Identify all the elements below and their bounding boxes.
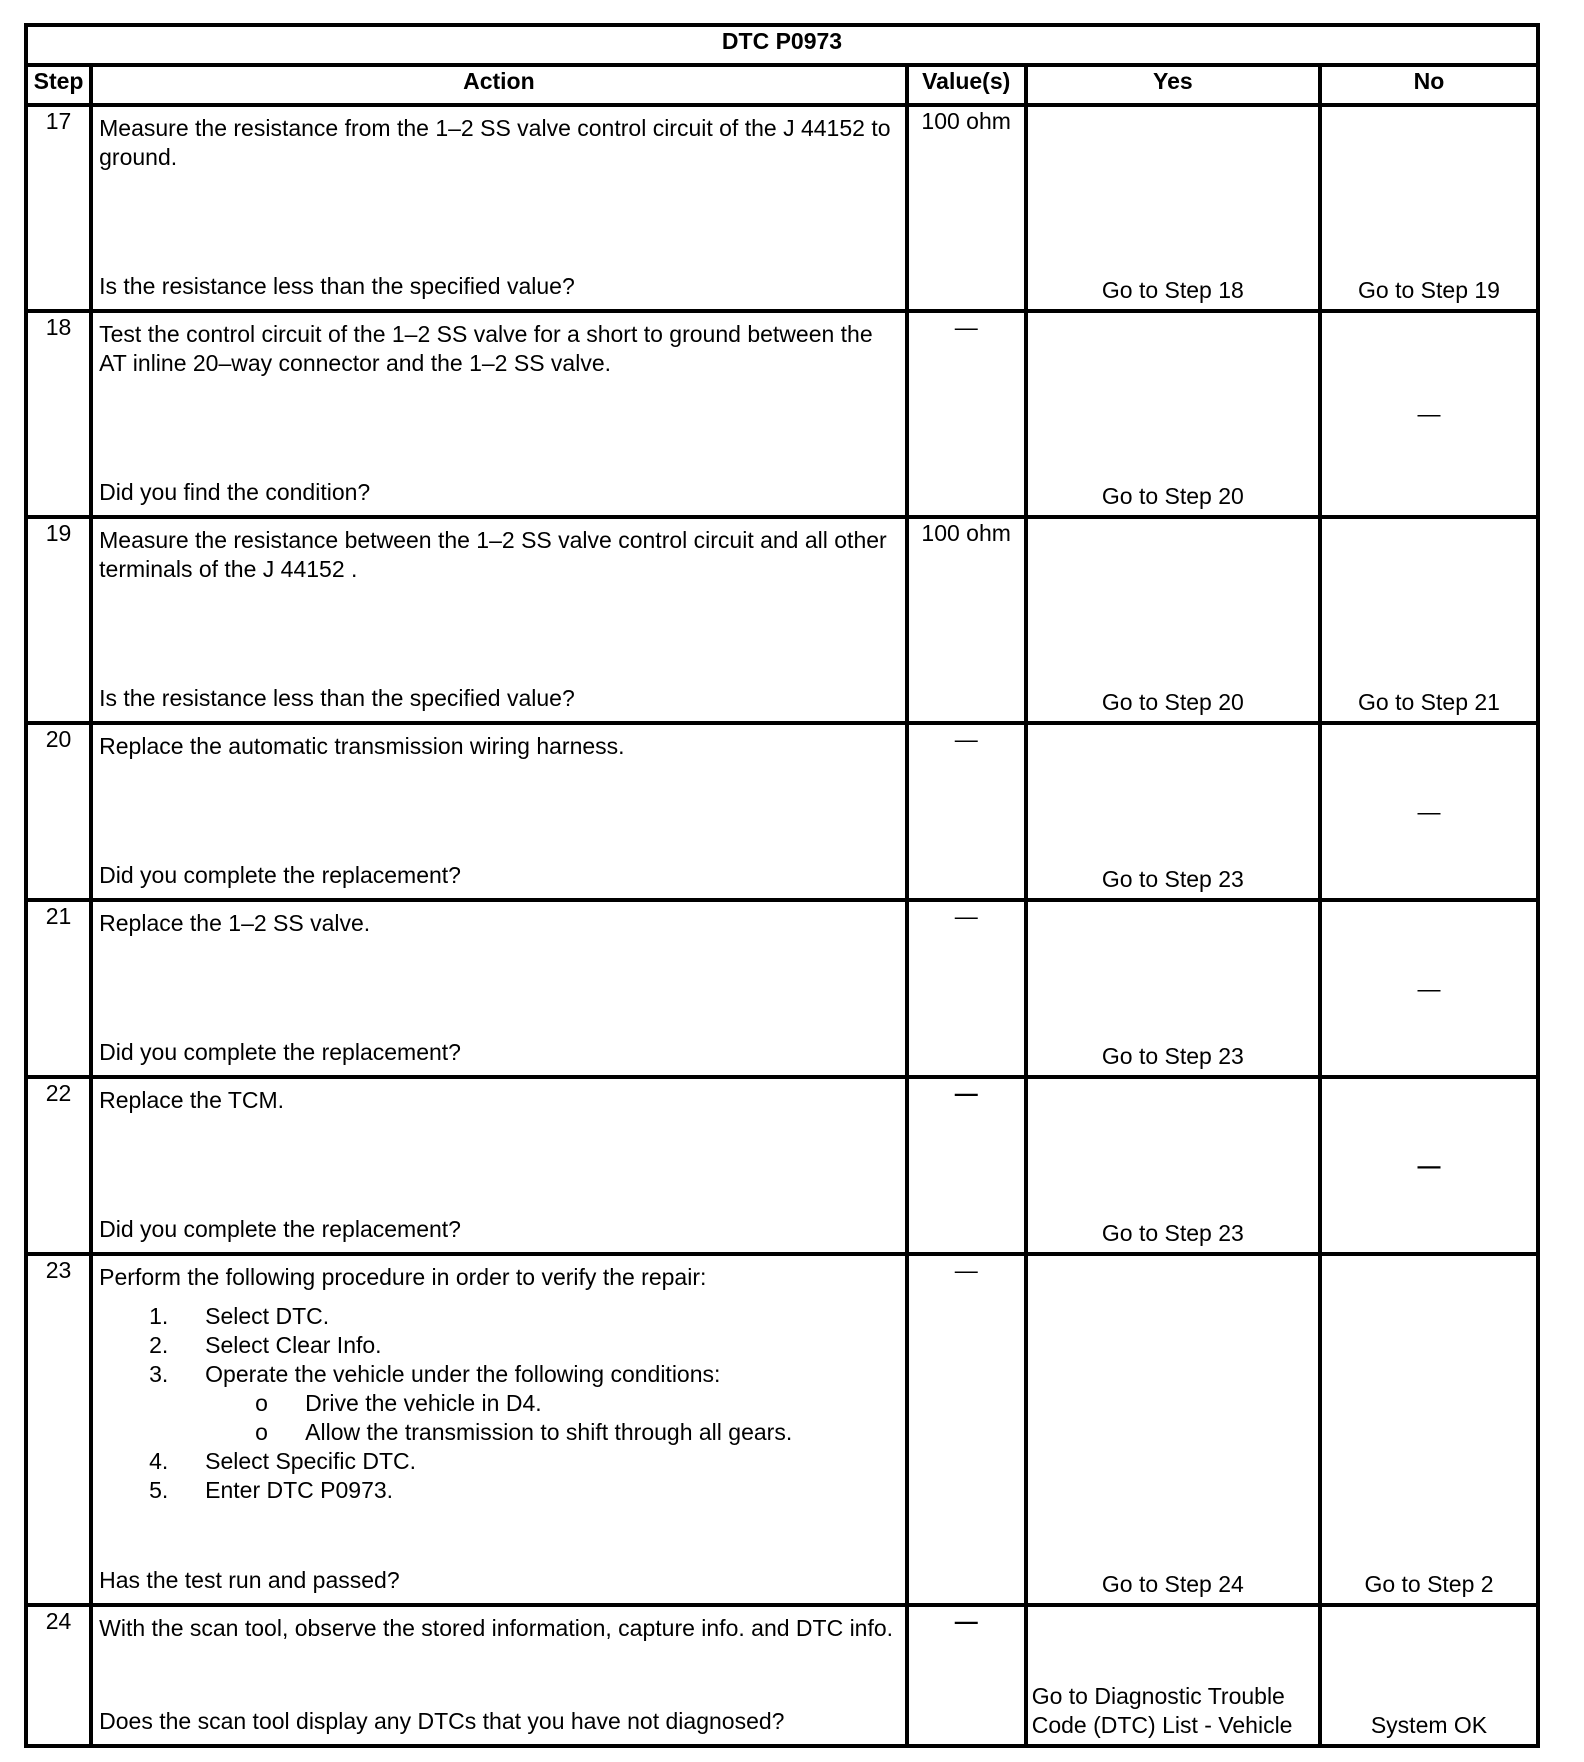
action-cell bbox=[91, 517, 907, 723]
sub-list bbox=[205, 1389, 899, 1447]
step-number: 21 bbox=[26, 900, 91, 1077]
table-row bbox=[26, 517, 1538, 723]
no-result: — bbox=[1417, 975, 1441, 1001]
no-result: Go to Step 19 bbox=[1358, 277, 1500, 303]
list-item: 5. Enter DTC P0973. bbox=[149, 1477, 394, 1503]
table-row bbox=[26, 105, 1538, 311]
action-cell bbox=[91, 1605, 907, 1746]
yes-result: Go to Step 20 bbox=[1101, 483, 1244, 509]
table-row bbox=[26, 1254, 1538, 1605]
yes-result: Go to Step 20 bbox=[1101, 689, 1244, 715]
action-cell bbox=[91, 105, 907, 311]
no-cell bbox=[1320, 517, 1538, 723]
action-text: Perform the following procedure in order to verify the repair: bbox=[99, 1264, 707, 1290]
header-yes: Yes bbox=[1026, 65, 1320, 105]
value-cell: 100 ohm bbox=[907, 105, 1026, 311]
list-item: 1. Select DTC. bbox=[149, 1303, 330, 1329]
action-text: Replace the automatic transmission wiring harness. bbox=[99, 733, 625, 759]
yes-cell bbox=[1026, 1077, 1320, 1254]
list-item: o Allow the transmission to shift through all gears. bbox=[255, 1419, 793, 1445]
action-question: Has the test run and passed? bbox=[99, 1567, 400, 1593]
value-cell: — bbox=[907, 1077, 1026, 1254]
yes-result: Go to Step 18 bbox=[1101, 277, 1244, 303]
action-text: Replace the TCM. bbox=[99, 1087, 285, 1113]
header-row bbox=[26, 65, 1538, 105]
step-number: 23 bbox=[26, 1254, 91, 1605]
procedure-list bbox=[99, 1302, 899, 1505]
step-number: 22 bbox=[26, 1077, 91, 1254]
value-cell: 100 ohm bbox=[907, 517, 1026, 723]
title-row bbox=[26, 25, 1538, 65]
no-cell bbox=[1320, 1254, 1538, 1605]
table-row bbox=[26, 723, 1538, 900]
no-cell bbox=[1320, 105, 1538, 311]
list-item: 3. Operate the vehicle under the following conditions: o Drive the vehicle in D4. o Allow the transmission to shift through all gears. bbox=[205, 1360, 899, 1447]
header-action: Action bbox=[91, 65, 907, 105]
value-cell: — bbox=[907, 900, 1026, 1077]
step-number: 19 bbox=[26, 517, 91, 723]
action-text: Measure the resistance between the 1–2 SS valve control circuit and all other terminals of the J 44152 . bbox=[99, 527, 887, 582]
no-cell bbox=[1320, 900, 1538, 1077]
value-cell: — bbox=[907, 723, 1026, 900]
header-step: Step bbox=[26, 65, 91, 105]
value-cell: — bbox=[907, 1605, 1026, 1746]
no-result: — bbox=[1417, 1152, 1441, 1178]
action-cell bbox=[91, 311, 907, 517]
value-cell: — bbox=[907, 1254, 1026, 1605]
table-row bbox=[26, 900, 1538, 1077]
yes-cell bbox=[1026, 1605, 1320, 1746]
no-cell bbox=[1320, 1077, 1538, 1254]
action-text: With the scan tool, observe the stored information, capture info. and DTC info. bbox=[99, 1615, 894, 1641]
list-item: o Drive the vehicle in D4. bbox=[255, 1390, 542, 1416]
action-question: Is the resistance less than the specified value? bbox=[99, 685, 575, 711]
yes-result: Go to Step 23 bbox=[1101, 1220, 1244, 1246]
yes-cell bbox=[1026, 900, 1320, 1077]
action-question: Did you complete the replacement? bbox=[99, 1216, 461, 1242]
list-item: 4. Select Specific DTC. bbox=[149, 1448, 417, 1474]
yes-cell bbox=[1026, 1254, 1320, 1605]
table-title: DTC P0973 bbox=[26, 25, 1538, 65]
no-result: — bbox=[1417, 798, 1441, 824]
yes-result: Go to Step 24 bbox=[1101, 1571, 1244, 1597]
yes-cell bbox=[1026, 723, 1320, 900]
table-row bbox=[26, 1077, 1538, 1254]
no-cell bbox=[1320, 311, 1538, 517]
action-text: Measure the resistance from the 1–2 SS valve control circuit of the J 44152 to ground. bbox=[99, 115, 891, 170]
no-result: — bbox=[1417, 400, 1441, 427]
action-question: Did you complete the replacement? bbox=[99, 1039, 461, 1065]
yes-cell bbox=[1026, 311, 1320, 517]
value-cell: — bbox=[907, 311, 1026, 517]
action-question: Is the resistance less than the specified value? bbox=[99, 273, 575, 299]
action-question: Did you complete the replacement? bbox=[99, 862, 461, 888]
action-cell bbox=[91, 723, 907, 900]
yes-cell bbox=[1026, 517, 1320, 723]
no-result: Go to Step 21 bbox=[1358, 689, 1500, 715]
no-result: System OK bbox=[1370, 1712, 1488, 1738]
yes-result: Go to Step 23 bbox=[1101, 866, 1244, 892]
action-question: Does the scan tool display any DTCs that you have not diagnosed? bbox=[99, 1708, 785, 1734]
yes-cell bbox=[1026, 105, 1320, 311]
step-number: 20 bbox=[26, 723, 91, 900]
no-cell bbox=[1320, 1605, 1538, 1746]
action-text: Replace the 1–2 SS valve. bbox=[99, 910, 371, 936]
header-no: No bbox=[1320, 65, 1538, 105]
table-row bbox=[26, 311, 1538, 517]
step-number: 18 bbox=[26, 311, 91, 517]
no-result: Go to Step 2 bbox=[1364, 1571, 1494, 1597]
list-item: 2. Select Clear Info. bbox=[149, 1332, 382, 1358]
header-values: Value(s) bbox=[907, 65, 1026, 105]
yes-result: Go to Step 23 bbox=[1101, 1043, 1244, 1069]
table-row bbox=[26, 1605, 1538, 1746]
action-cell bbox=[91, 1254, 907, 1605]
dtc-table bbox=[24, 23, 1540, 1748]
action-question: Did you find the condition? bbox=[99, 479, 371, 505]
step-number: 24 bbox=[26, 1605, 91, 1746]
action-cell bbox=[91, 900, 907, 1077]
action-cell bbox=[91, 1077, 907, 1254]
no-cell bbox=[1320, 723, 1538, 900]
step-number: 17 bbox=[26, 105, 91, 311]
action-text: Test the control circuit of the 1–2 SS valve for a short to ground between the AT inline 20–way connector and the 1–2 SS valve. bbox=[99, 321, 873, 376]
yes-result: Go to Diagnostic Trouble Code (DTC) List - Vehicle bbox=[1031, 1683, 1293, 1738]
